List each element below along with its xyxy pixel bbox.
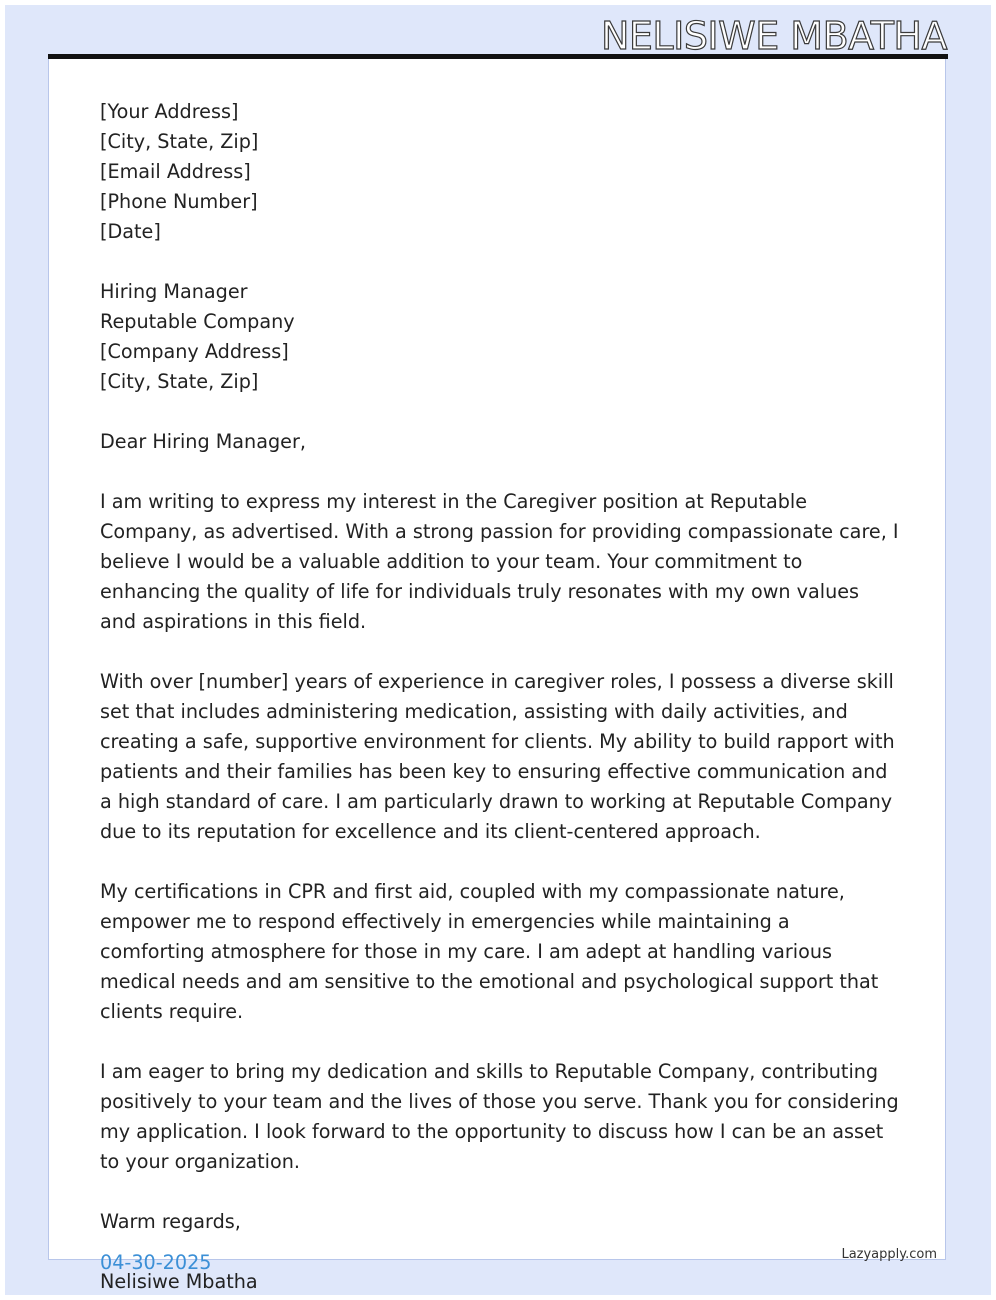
salutation: Dear Hiring Manager, xyxy=(100,430,306,453)
recipient-address: [Company Address] xyxy=(100,340,289,363)
sender-phone: [Phone Number] xyxy=(100,190,258,213)
signature-name: Nelisiwe Mbatha xyxy=(100,1270,258,1293)
body-paragraph-3: My certifications in CPR and first aid, coupled with my compassionate nature, empower me to respond effectively in emergencies while maintaining a comforting atmosphere for those in my care. I am adept at handling various medical needs and am sensitive to the emotional and psychological support that clients require. xyxy=(100,880,879,1023)
watermark: Lazyapply.com xyxy=(841,1247,937,1262)
sender-city-state-zip: [City, State, Zip] xyxy=(100,130,259,153)
cover-letter-body xyxy=(100,97,900,1297)
body-paragraph-1: I am writing to express my interest in the Caregiver position at Reputable Company, as advertised. With a strong passion for providing compassionate care, I believe I would be a valuable addition to your team. Your commitment to enhancing the quality of life for individuals truly resonates with my own values and aspirations in this field. xyxy=(100,490,899,633)
sender-block xyxy=(100,97,900,247)
recipient-title: Hiring Manager xyxy=(100,280,248,303)
body-paragraph-4: I am eager to bring my dedication and skills to Reputable Company, contributing positively to your team and the lives of those you serve. Thank you for considering my application. I look forward to the opportunity to discuss how I can be an asset to your organization. xyxy=(100,1060,899,1173)
sender-email: [Email Address] xyxy=(100,160,251,183)
recipient-block xyxy=(100,277,900,397)
closing: Warm regards, xyxy=(100,1210,241,1233)
recipient-company: Reputable Company xyxy=(100,310,295,333)
header-name: NELISIWE MBATHA xyxy=(601,14,947,58)
sender-date: [Date] xyxy=(100,220,161,243)
recipient-city-state-zip: [City, State, Zip] xyxy=(100,370,259,393)
body-paragraph-2: With over [number] years of experience in caregiver roles, I possess a diverse skill set that includes administering medication, assisting with daily activities, and creating a safe, supportive environment for clients. My ability to build rapport with patients and their families has been key to ensuring effective communication and a high standard of care. I am particularly drawn to working at Reputable Company due to its reputation for excellence and its client-centered approach. xyxy=(100,670,895,843)
sender-address: [Your Address] xyxy=(100,100,239,123)
signature-date: 04-30-2025 xyxy=(100,1251,212,1274)
